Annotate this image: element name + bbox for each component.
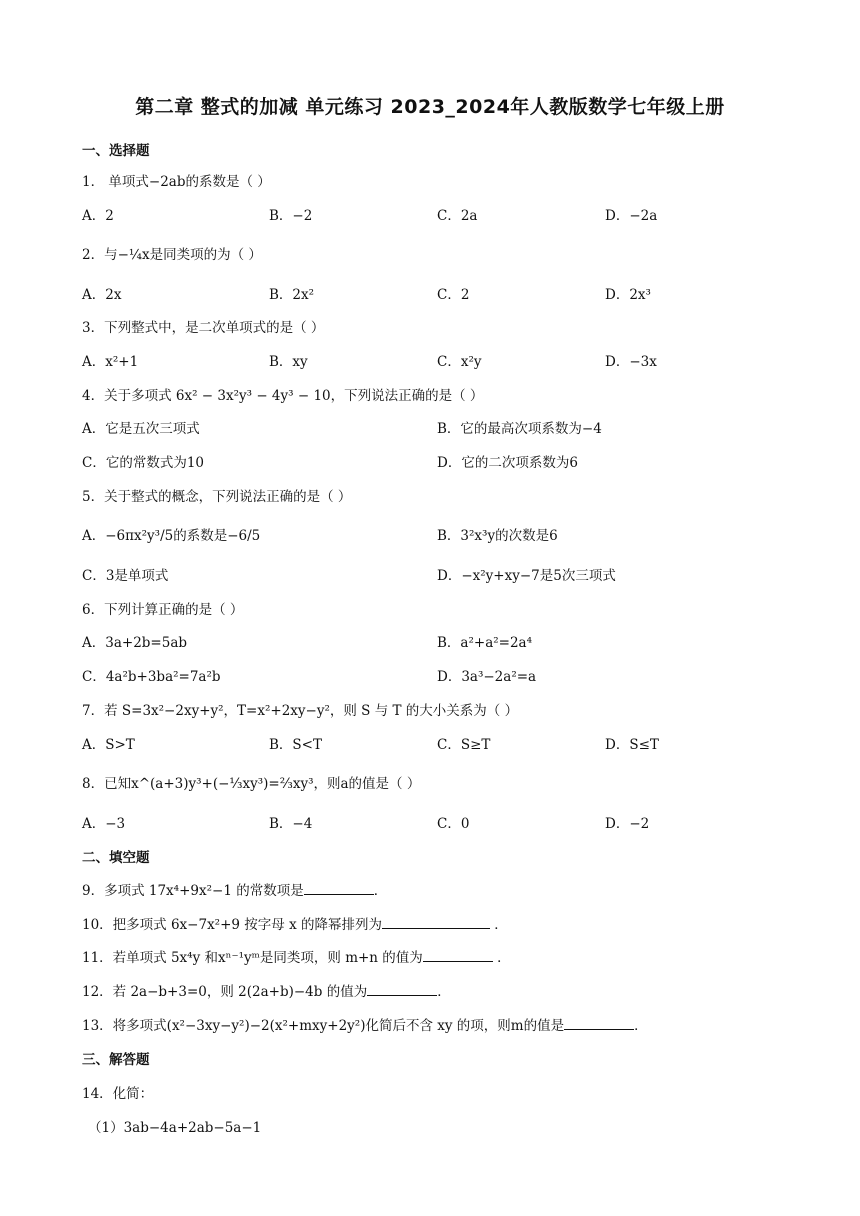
question-7-option-d: D．S≤T [605, 737, 659, 753]
answer-blank-11[interactable] [423, 948, 493, 962]
question-7-option-a: A．S>T [82, 737, 135, 753]
question-8-option-c: C．0 [437, 816, 470, 832]
question-9 [82, 879, 387, 899]
question-12-text: 12．若 2a−b+3=0，则 2(2a+b)−4b 的值为 [82, 984, 368, 1000]
question-4-option-a: A．它是五次三项式 [82, 421, 200, 437]
question-9-end: ． [373, 883, 388, 899]
question-13-end: ． [634, 1018, 648, 1034]
question-2-option-a: A．2x [82, 287, 122, 303]
question-14-part-1: （1）3ab−4a+2ab−5a−1 [88, 1120, 262, 1136]
question-4-option-c: C．它的常数式为10 [82, 455, 205, 471]
page-title: 第二章 整式的加减 单元练习 2023_2024年人教版数学七年级上册 [135, 96, 725, 118]
question-3-option-b: B．xy [269, 354, 308, 370]
question-3-option-c: C．x²y [437, 354, 482, 370]
question-3-option-a: A．x²+1 [82, 354, 139, 370]
question-12-end: ． [437, 984, 451, 1000]
question-14-stem: 14．化简： [82, 1086, 154, 1102]
question-6-option-d: D．3a³−2a²=a [437, 669, 537, 685]
question-8-stem: 8．已知x^(a+3)y³+(−⅓xy³)=⅔xy³，则a的值是（ ） [82, 776, 421, 792]
question-2-option-b: B．2x² [269, 287, 315, 303]
question-8-option-d: D．−2 [605, 816, 650, 832]
question-1-stem: 1． 单项式−2ab的系数是（ ） [82, 174, 271, 190]
answer-blank-10[interactable] [382, 915, 490, 929]
question-5-option-d: D．−x²y+xy−7是5次三项式 [437, 568, 616, 584]
question-5-option-b: B．3²x³y的次数是6 [437, 528, 558, 544]
question-5-option-a: A．−6πx²y³/5的系数是−6/5 [82, 528, 261, 544]
question-7-stem: 7．若 S=3x²−2xy+y²，T=x²+2xy−y²，则 S 与 T 的大小关系为（ ） [82, 703, 519, 719]
question-5-stem: 5．关于整式的概念，下列说法正确的是（ ） [82, 489, 352, 505]
question-7-option-c: C．S≥T [437, 737, 491, 753]
answer-blank-13[interactable] [564, 1016, 634, 1030]
question-10 [82, 913, 508, 933]
question-1-option-a: A．2 [82, 208, 114, 224]
question-4-option-b: B．它的最高次项系数为−4 [437, 421, 602, 437]
question-13 [82, 1014, 648, 1034]
question-5-option-c: C．3是单项式 [82, 568, 169, 584]
question-3-stem: 3．下列整式中，是二次单项式的是（ ） [82, 320, 325, 336]
question-9-text: 9．多项式 17x⁴+9x²−1 的常数项是 [82, 883, 304, 899]
question-6-stem: 6．下列计算正确的是（ ） [82, 602, 244, 618]
question-10-text: 10．把多项式 6x−7x²+9 按字母 x 的降幂排列为 [82, 917, 382, 933]
question-6-option-c: C．4a²b+3ba²=7a²b [82, 669, 221, 685]
question-7-option-b: B．S<T [269, 737, 322, 753]
question-2-stem: 2．与−¼x是同类项的为（ ） [82, 247, 262, 263]
question-10-end: ． [490, 917, 508, 933]
question-8-option-a: A．−3 [82, 816, 126, 832]
question-2-option-d: D．2x³ [605, 287, 651, 303]
question-1-option-c: C．2a [437, 208, 478, 224]
section-heading-fill-in: 二、填空题 [82, 850, 150, 866]
section-heading-solve: 三、解答题 [82, 1052, 150, 1068]
question-12 [82, 980, 451, 1000]
question-6-option-a: A．3a+2b=5ab [82, 635, 188, 651]
question-2-option-c: C．2 [437, 287, 470, 303]
question-4-stem: 4．关于多项式 6x² − 3x²y³ − 4y³ − 10，下列说法正确的是（ ） [82, 388, 484, 404]
question-8-option-b: B．−4 [269, 816, 313, 832]
question-3-option-d: D．−3x [605, 354, 657, 370]
section-heading-multiple-choice: 一、选择题 [82, 143, 150, 159]
question-4-option-d: D．它的二次项系数为6 [437, 455, 578, 471]
question-11 [82, 946, 511, 966]
question-11-text: 11．若单项式 5x⁴y 和xⁿ⁻¹yᵐ是同类项，则 m+n 的值为 [82, 950, 423, 966]
question-11-end: ． [492, 950, 511, 966]
question-13-text: 13．将多项式(x²−3xy−y²)−2(x²+mxy+2y²)化简后不含 xy 的项，则m的值是 [82, 1018, 565, 1034]
question-1-option-d: D．−2a [605, 208, 658, 224]
question-6-option-b: B．a²+a²=2a⁴ [437, 635, 533, 651]
answer-blank-12[interactable] [367, 982, 437, 996]
question-1-option-b: B．−2 [269, 208, 313, 224]
answer-blank-9[interactable] [304, 881, 374, 895]
